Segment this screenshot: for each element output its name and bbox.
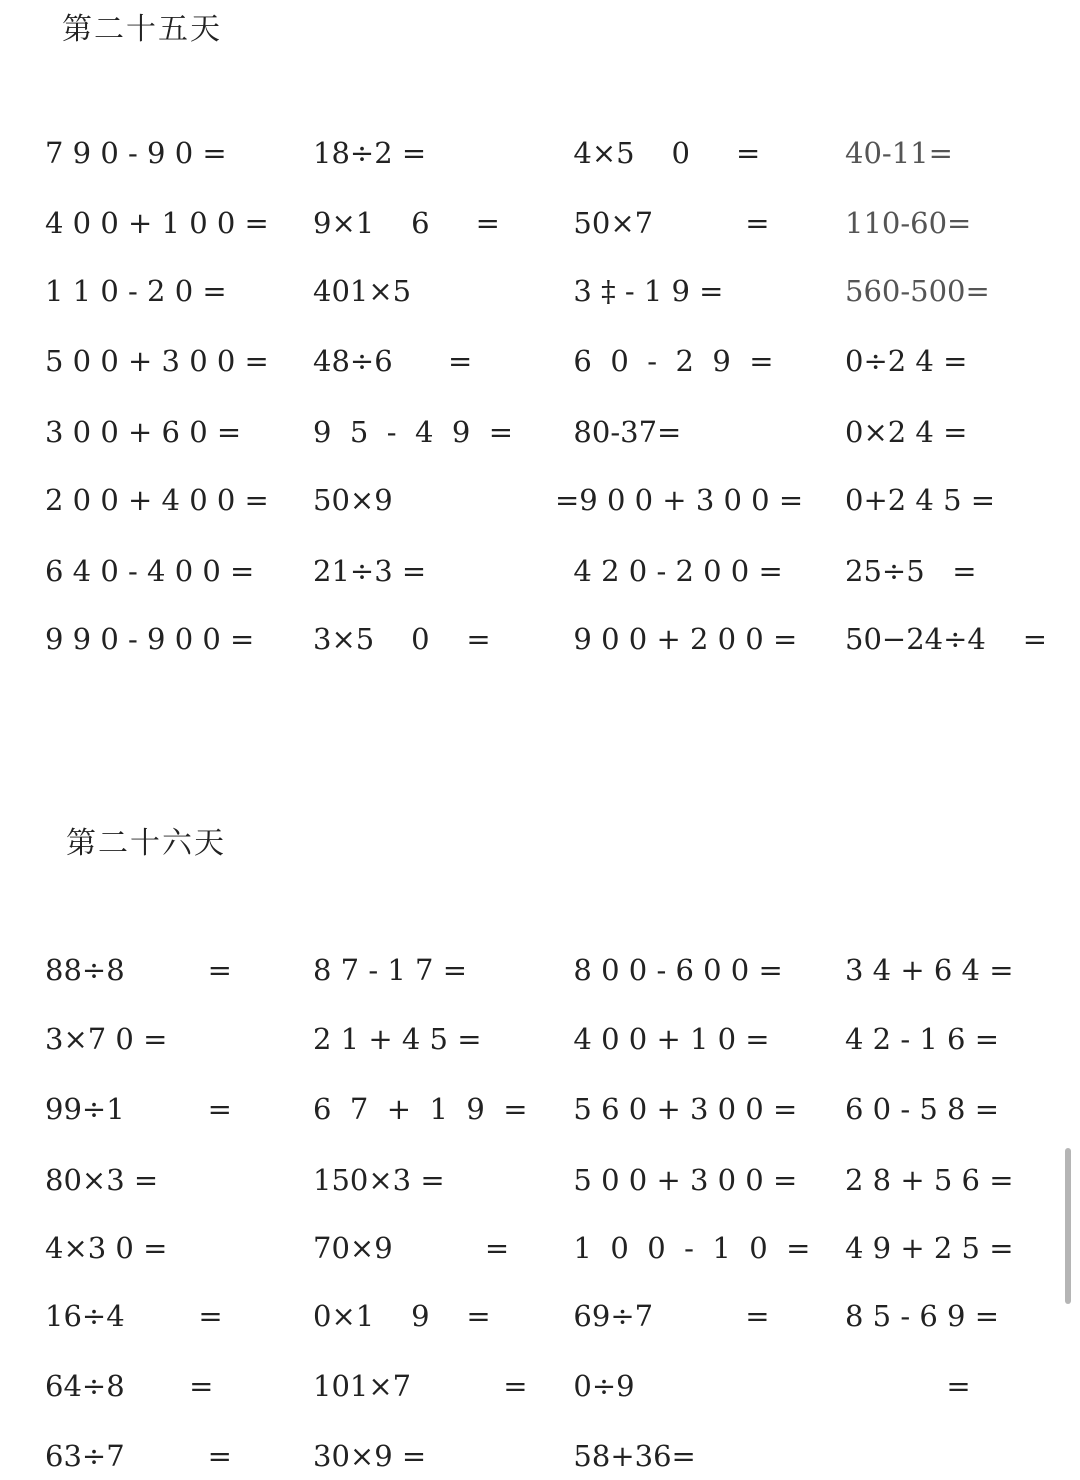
math-problem: 5 6 0 + 3 0 0 = xyxy=(555,1092,798,1126)
math-problem: 80-37= xyxy=(555,415,682,449)
math-problem: 50×7 = xyxy=(555,206,770,240)
math-problem: 4 9 + 2 5 = xyxy=(845,1231,1014,1265)
math-problem: 4 0 0 + 1 0 0 = xyxy=(45,206,269,240)
math-problem: 2 0 0 + 4 0 0 = xyxy=(45,483,269,517)
math-problem: 0+2 4 5 = xyxy=(845,483,996,517)
math-problem: 4×3 0 = xyxy=(45,1231,168,1265)
math-problem: 40-11= xyxy=(845,136,953,170)
math-problem: 50−24÷4 = xyxy=(845,622,1048,656)
math-problem: 401×5 xyxy=(313,274,412,308)
math-problem: 69÷7 = xyxy=(555,1299,770,1333)
math-problem: 6 4 0 - 4 0 0 = xyxy=(45,554,255,588)
math-problem: 3 0 0 + 6 0 = xyxy=(45,415,242,449)
section-title-day-26: 第二十六天 xyxy=(66,826,226,861)
math-problem: 8 7 - 1 7 = xyxy=(313,953,467,987)
math-problem: 9×1 6 = xyxy=(313,206,500,240)
problem-row xyxy=(45,203,1055,243)
problem-row xyxy=(45,1436,1055,1476)
math-problem: 64÷8 = xyxy=(45,1369,214,1403)
problem-row xyxy=(45,1019,1055,1059)
problem-row xyxy=(45,1089,1055,1129)
math-problem: 9 5 - 4 9 = xyxy=(313,415,514,449)
math-problem: 80×3 = xyxy=(45,1163,159,1197)
problem-row xyxy=(45,341,1055,381)
math-problem: 16÷4 = xyxy=(45,1299,223,1333)
scrollbar-thumb[interactable] xyxy=(1065,1148,1071,1304)
math-problem: 8 0 0 - 6 0 0 = xyxy=(555,953,783,987)
math-problem: 4×5 0 = xyxy=(555,136,761,170)
problem-row xyxy=(45,1296,1055,1336)
math-problem: 70×9 = xyxy=(313,1231,510,1265)
math-problem: 0÷9 xyxy=(555,1369,635,1403)
problem-row xyxy=(45,133,1055,173)
math-problem: 0×2 4 = xyxy=(845,415,968,449)
math-problem: 4 0 0 + 1 0 = xyxy=(555,1022,770,1056)
math-problem: 25÷5 = xyxy=(845,554,977,588)
math-problem: 9 9 0 - 9 0 0 = xyxy=(45,622,255,656)
math-problem: 6 0 - 2 9 = xyxy=(555,344,774,378)
problem-row xyxy=(45,551,1055,591)
math-problem: 58+36= xyxy=(555,1439,696,1473)
section-title-day-25: 第二十五天 xyxy=(62,12,222,47)
math-problem: 9 0 0 + 2 0 0 = xyxy=(555,622,798,656)
problem-row xyxy=(45,950,1055,990)
math-problem: 18÷2 = xyxy=(313,136,427,170)
math-problem: =9 0 0 + 3 0 0 = xyxy=(555,483,804,517)
math-problem: 101×7 = xyxy=(313,1369,528,1403)
problem-row xyxy=(45,1228,1055,1268)
math-problem: 3 4 + 6 4 = xyxy=(845,953,1014,987)
math-problem: = xyxy=(845,1369,971,1403)
math-problem: 2 8 + 5 6 = xyxy=(845,1163,1014,1197)
problem-row xyxy=(45,412,1055,452)
math-problem: 3 ‡ - 1 9 = xyxy=(555,274,724,308)
problem-row xyxy=(45,619,1055,659)
math-problem: 4 2 - 1 6 = xyxy=(845,1022,999,1056)
problem-row xyxy=(45,1160,1055,1200)
math-problem: 560-500= xyxy=(845,274,990,308)
math-problem: 7 9 0 - 9 0 = xyxy=(45,136,227,170)
math-problem: 88÷8 = xyxy=(45,953,232,987)
math-problem: 30×9 = xyxy=(313,1439,427,1473)
math-problem: 3×7 0 = xyxy=(45,1022,168,1056)
math-problem: 6 0 - 5 8 = xyxy=(845,1092,999,1126)
math-problem: 99÷1 = xyxy=(45,1092,232,1126)
math-problem: 8 5 - 6 9 = xyxy=(845,1299,999,1333)
math-problem: 48÷6 = xyxy=(313,344,473,378)
math-problem: 0÷2 4 = xyxy=(845,344,968,378)
math-problem: 0×1 9 = xyxy=(313,1299,491,1333)
math-problem: 4 2 0 - 2 0 0 = xyxy=(555,554,783,588)
problem-row xyxy=(45,271,1055,311)
math-problem: 1 0 0 - 1 0 = xyxy=(555,1231,811,1265)
math-problem: 50×9 xyxy=(313,483,393,517)
problem-row xyxy=(45,480,1055,520)
math-problem: 2 1 + 4 5 = xyxy=(313,1022,482,1056)
math-problem: 21÷3 = xyxy=(313,554,427,588)
math-problem: 1 1 0 - 2 0 = xyxy=(45,274,227,308)
math-problem: 110-60= xyxy=(845,206,972,240)
math-problem: 3×5 0 = xyxy=(313,622,491,656)
math-problem: 63÷7 = xyxy=(45,1439,232,1473)
problem-row xyxy=(45,1366,1055,1406)
math-problem: 5 0 0 + 3 0 0 = xyxy=(555,1163,798,1197)
math-problem: 5 0 0 + 3 0 0 = xyxy=(45,344,269,378)
math-problem: 150×3 = xyxy=(313,1163,445,1197)
math-problem: 6 7 + 1 9 = xyxy=(313,1092,528,1126)
